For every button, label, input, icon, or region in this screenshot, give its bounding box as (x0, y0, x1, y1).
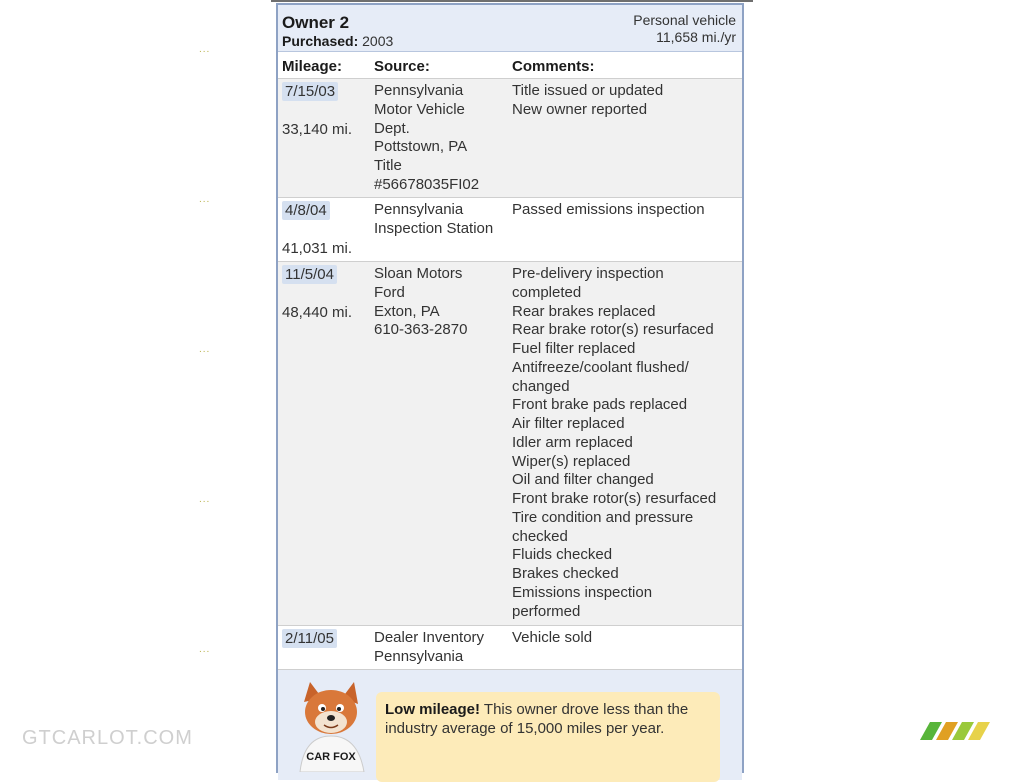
record-date: 4/8/04 (282, 201, 330, 220)
source-line: Dealer Inventory (374, 629, 485, 646)
vehicle-usage (633, 12, 736, 46)
record-source (374, 265, 508, 340)
source-line: Pennsylvania (374, 82, 464, 99)
record-date: 2/11/05 (282, 629, 337, 648)
source-line: Ford (374, 283, 405, 301)
comment-line: Pre-delivery inspection (512, 265, 664, 282)
watermark-logo-icon (920, 720, 1000, 742)
comment-line: Emissions inspection (512, 583, 653, 601)
source-line: #56678035FI02 (374, 175, 480, 193)
source-line: Dept. (374, 119, 410, 137)
purchased-info (282, 33, 393, 49)
decor-dots: ... (199, 194, 211, 205)
source-line: Pottstown, PA (374, 138, 468, 156)
column-comments: Comments: (512, 58, 595, 75)
column-source: Source: (374, 58, 430, 75)
record-comments (512, 629, 738, 648)
carfox-mascot-icon (286, 680, 376, 772)
comment-line: changed (512, 377, 570, 395)
record-mileage: 41,031 mi. (282, 240, 353, 257)
column-header-row (278, 52, 742, 79)
comment-line: Air filter replaced (512, 415, 625, 432)
record-comments (512, 82, 738, 120)
comment-line: Oil and filter changed (512, 471, 654, 489)
comment-line: Front brake rotor(s) resurfaced (512, 490, 717, 507)
annual-miles: 11,658 mi./yr (656, 29, 736, 45)
owner-title: Owner 2 (282, 13, 350, 32)
callout-bubble (376, 692, 720, 782)
record-comments (512, 265, 738, 621)
comment-line: Tire condition and pressure (512, 508, 694, 526)
history-record (278, 198, 742, 262)
source-line: Pennsylvania (374, 201, 464, 218)
comment-line: New owner reported (512, 100, 648, 118)
decor-dots: ... (199, 344, 211, 355)
comment-line: Passed emissions inspection (512, 201, 705, 218)
history-record (278, 79, 742, 198)
vehicle-type: Personal vehicle (633, 12, 736, 28)
comment-line: performed (512, 602, 581, 620)
comment-line: Fluids checked (512, 546, 613, 564)
decor-dots: ... (199, 44, 211, 55)
comment-line: Brakes checked (512, 565, 619, 582)
column-mileage: Mileage: (282, 58, 343, 75)
comment-line: Vehicle sold (512, 629, 593, 646)
comment-line: Title issued or updated (512, 82, 664, 99)
comment-line: Fuel filter replaced (512, 340, 636, 357)
purchased-label: Purchased: (282, 33, 359, 49)
record-source (374, 201, 508, 239)
decor-dots: ... (199, 644, 211, 655)
comment-line: Idler arm replaced (512, 433, 633, 451)
source-line: Title (374, 157, 402, 174)
comment-line: Rear brake rotor(s) resurfaced (512, 321, 714, 339)
history-record (278, 262, 742, 626)
comment-line: completed (512, 283, 582, 301)
source-line: Sloan Motors (374, 265, 463, 282)
callout-headline: Low mileage! (385, 701, 481, 718)
record-mileage: 48,440 mi. (282, 304, 353, 321)
low-mileage-callout (278, 670, 742, 780)
mascot-shirt-text: CAR FOX (306, 751, 356, 763)
source-line: Pennsylvania (374, 647, 464, 665)
record-mileage: 33,140 mi. (282, 121, 353, 138)
record-date: 7/15/03 (282, 82, 338, 101)
history-record (278, 626, 742, 670)
record-source (374, 82, 508, 195)
source-line: Exton, PA (374, 302, 440, 320)
comment-line: checked (512, 527, 568, 545)
comment-line: Rear brakes replaced (512, 302, 656, 320)
source-line: Inspection Station (374, 219, 494, 237)
callout-text (385, 700, 711, 738)
record-comments (512, 201, 738, 220)
purchased-year: 2003 (362, 33, 394, 49)
source-line: 610-363-2870 (374, 321, 468, 339)
source-line: Motor Vehicle (374, 100, 465, 118)
comment-line: Antifreeze/coolant flushed/ (512, 358, 689, 376)
comment-line: Front brake pads replaced (512, 396, 688, 414)
top-divider (271, 0, 753, 2)
comment-line: Wiper(s) replaced (512, 452, 631, 470)
owner-history-panel (276, 3, 744, 773)
record-date: 11/5/04 (282, 265, 337, 284)
callout-body: This owner drove less than the industry average of 15,000 miles per year. (385, 701, 689, 737)
site-watermark: GTCARLOT.COM (22, 727, 193, 749)
record-source (374, 629, 508, 667)
owner-header (278, 3, 742, 52)
decor-dots: ... (199, 494, 211, 505)
